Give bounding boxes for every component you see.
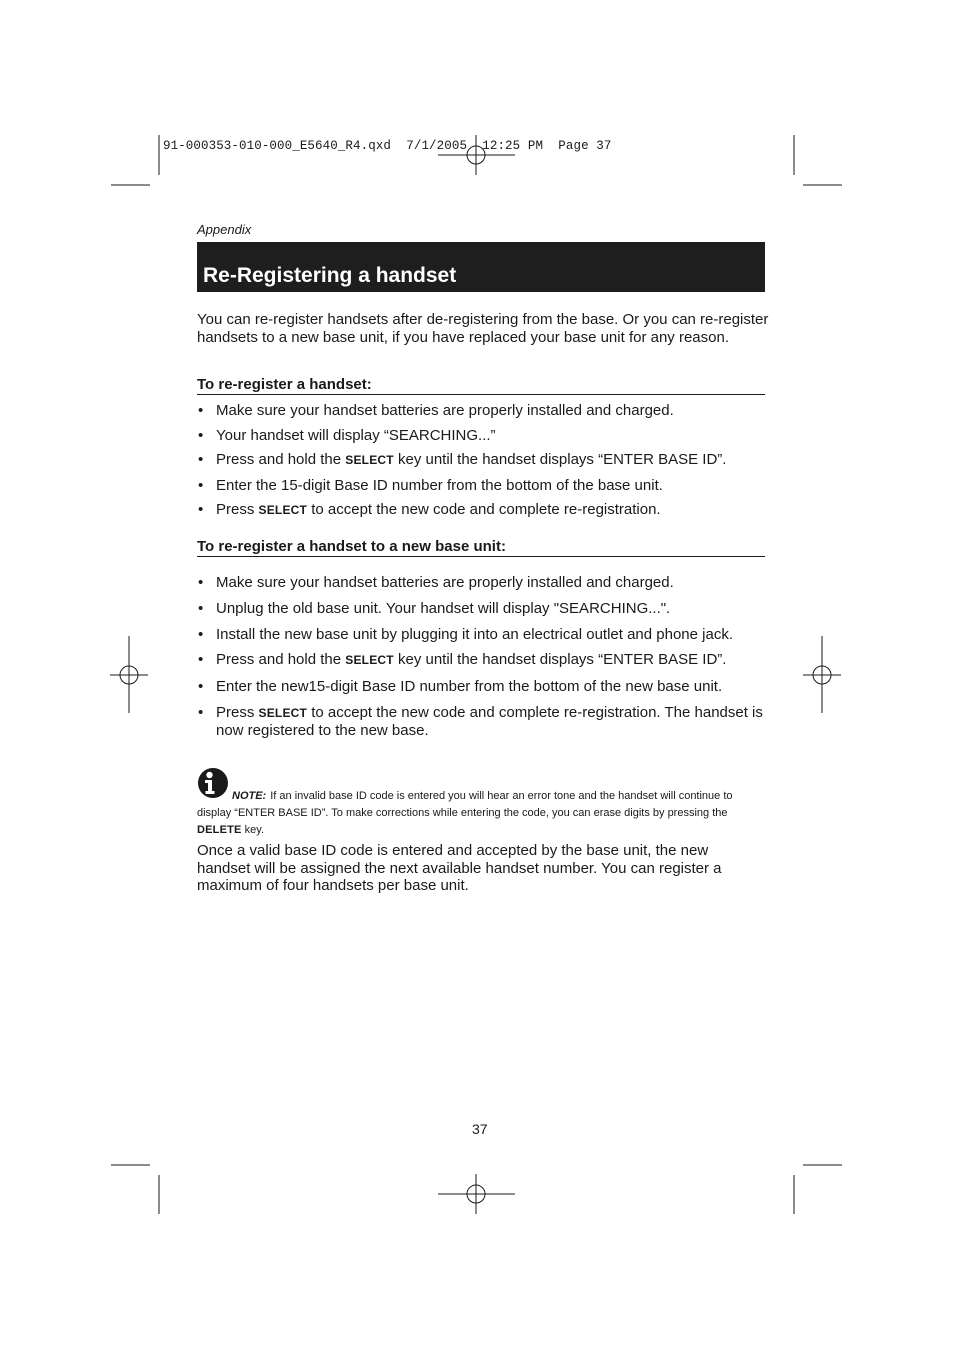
section2-heading: To re-register a handset to a new base unit: bbox=[197, 538, 765, 557]
item-text-after: key until the handset displays “ENTER BASE ID”. bbox=[393, 451, 727, 468]
select-key-label: SELECT bbox=[258, 705, 308, 720]
bullet-icon: • bbox=[198, 625, 204, 643]
title-bar bbox=[197, 242, 765, 292]
list-item bbox=[197, 477, 767, 495]
bullet-icon: • bbox=[198, 574, 204, 591]
note-text-after: key. bbox=[241, 824, 265, 836]
bullet-icon: • bbox=[198, 703, 204, 721]
item-text: Unplug the old base unit. Your handset will display "SEARCHING...". bbox=[216, 599, 671, 617]
print-slug: 91-000353-010-000_E5640_R4.qxd 7/1/2005 12:25 PM Page 37 bbox=[163, 139, 612, 153]
section-label: Appendix bbox=[197, 222, 252, 237]
page-number: 37 bbox=[472, 1121, 488, 1137]
select-key-label: SELECT bbox=[258, 503, 308, 517]
list-item bbox=[197, 451, 767, 470]
list-item bbox=[197, 402, 767, 420]
bullet-icon: • bbox=[198, 501, 204, 518]
section1-list bbox=[197, 402, 767, 527]
item-text-after: to accept the new code and complete re-registration. The handset is now registered to the new base. bbox=[216, 703, 763, 740]
select-key-label: SELECT bbox=[345, 453, 394, 467]
item-text: Press and hold the bbox=[216, 651, 346, 669]
list-item bbox=[197, 600, 767, 618]
item-text: Press bbox=[216, 703, 259, 721]
bullet-icon: • bbox=[198, 426, 204, 444]
item-text: Your handset will display “SEARCHING...” bbox=[216, 426, 496, 444]
list-item bbox=[197, 574, 767, 592]
list-item bbox=[197, 427, 767, 445]
page-title: Re-Registering a handset bbox=[203, 264, 457, 287]
item-text: Press and hold the bbox=[216, 451, 346, 468]
item-text-after: key until the handset displays “ENTER BASE ID”. bbox=[393, 651, 727, 669]
bullet-icon: • bbox=[198, 451, 204, 468]
list-item bbox=[197, 678, 767, 696]
item-text: Enter the 15-digit Base ID number from the bottom of the base unit. bbox=[216, 476, 663, 494]
list-item bbox=[197, 651, 767, 670]
item-text: Make sure your handset batteries are properly installed and charged. bbox=[216, 574, 674, 591]
bullet-icon: • bbox=[198, 476, 204, 494]
section1-heading: To re-register a handset: bbox=[197, 376, 765, 395]
intro-paragraph: You can re-register handsets after de-registering from the base. Or you can re-register handsets to a new base unit, if you have replaced your base unit for any reason. bbox=[197, 311, 769, 346]
bullet-icon: • bbox=[198, 599, 204, 617]
bullet-icon: • bbox=[198, 678, 204, 696]
list-item bbox=[197, 501, 767, 520]
list-item bbox=[197, 704, 767, 740]
note-block bbox=[197, 788, 762, 839]
item-text: Install the new base unit by plugging it into an electrical outlet and phone jack. bbox=[216, 625, 734, 643]
select-key-label: SELECT bbox=[345, 653, 394, 668]
item-text: Enter the new15-digit Base ID number from the bottom of the new base unit. bbox=[216, 678, 723, 696]
closing-paragraph: Once a valid base ID code is entered and accepted by the base unit, the new handset will be assigned the next available handset number. You can register a maximum of four handsets per base unit. bbox=[197, 842, 722, 894]
item-text: Press bbox=[216, 501, 259, 518]
note-label: NOTE: bbox=[232, 790, 267, 802]
item-text-after: to accept the new code and complete re-registration. bbox=[307, 501, 661, 518]
bullet-icon: • bbox=[198, 402, 204, 419]
bullet-icon: • bbox=[198, 651, 204, 669]
delete-key-label: DELETE bbox=[197, 824, 242, 836]
list-item bbox=[197, 626, 767, 644]
section2-list bbox=[197, 574, 767, 748]
item-text: Make sure your handset batteries are properly installed and charged. bbox=[216, 402, 674, 419]
note-text-before: If an invalid base ID code is entered you will hear an error tone and the handset will continue to display “ENTER BASE ID”. To make corrections while entering the code, you can erase digits by pressing the bbox=[197, 790, 733, 819]
